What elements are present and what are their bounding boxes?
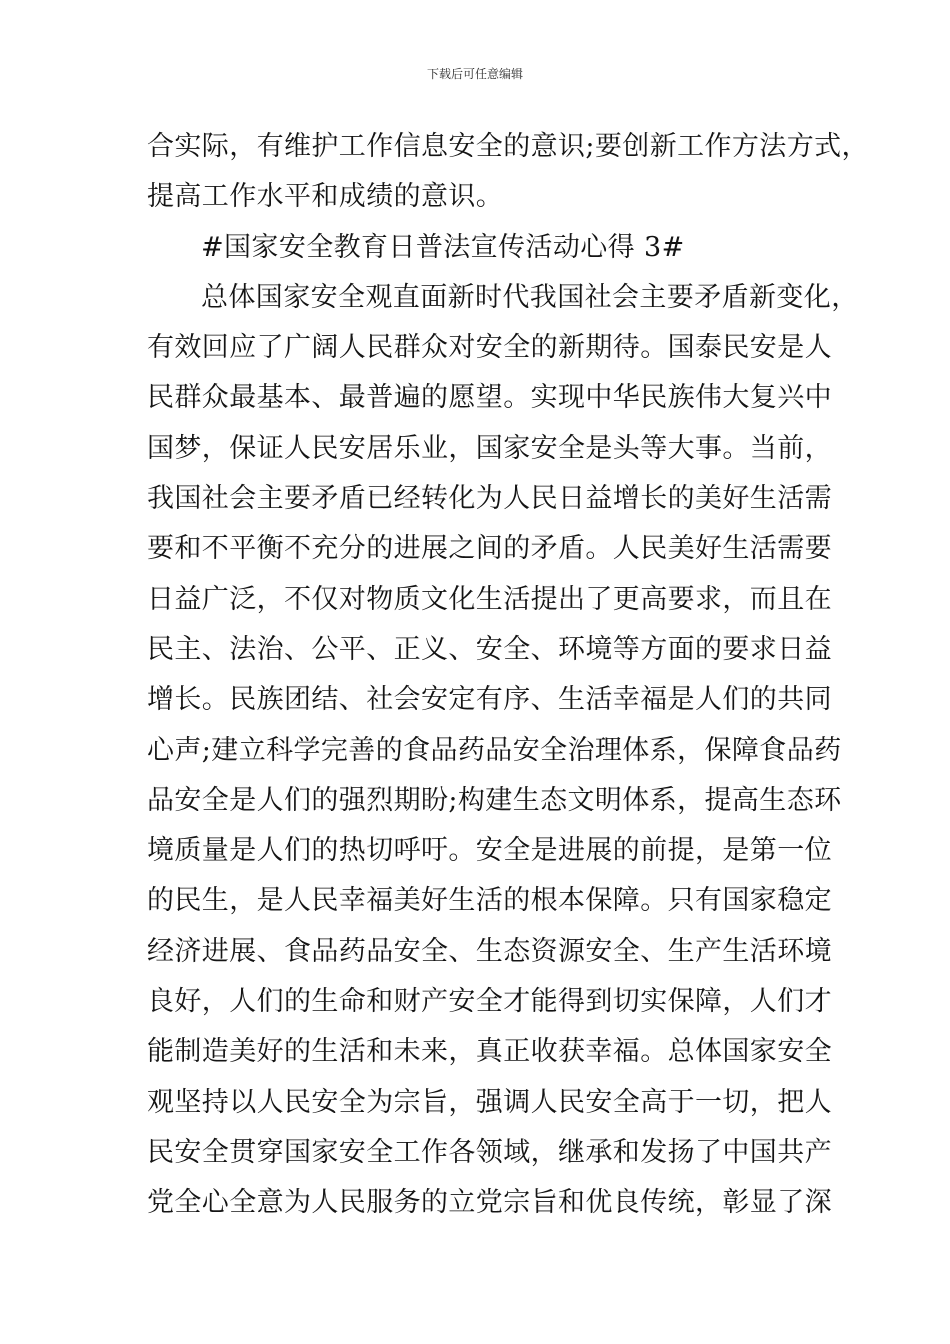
text-line: 经济进展、食品药品安全、生态资源安全、生产生活环境 bbox=[147, 935, 832, 967]
section-heading: #国家安全教育日普法宣传活动心得 3# bbox=[201, 231, 685, 263]
text-line: 心声;建立科学完善的食品药品安全治理体系，保障食品药 bbox=[147, 734, 842, 766]
page-header-note: 下载后可任意编辑 bbox=[426, 67, 523, 81]
text-line: 提高工作水平和成绩的意识。 bbox=[147, 181, 504, 213]
text-line: 合实际，有维护工作信息安全的意识;要创新工作方法方式， bbox=[147, 131, 869, 162]
document-body bbox=[147, 122, 869, 1229]
text-line: 良好，人们的生命和财产安全才能得到切实保障，人们才 bbox=[147, 986, 832, 1018]
text-line: 要和不平衡不充分的进展之间的矛盾。人民美好生活需要 bbox=[147, 533, 832, 565]
text-line: 增长。民族团结、社会安定有序、生活幸福是人们的共同 bbox=[147, 684, 832, 716]
text-line: 民安全贯穿国家安全工作各领域，继承和发扬了中国共产 bbox=[147, 1136, 832, 1168]
paragraph-first-line: 总体国家安全观直面新时代我国社会主要矛盾新变化， bbox=[201, 281, 859, 313]
text-line: 的民生，是人民幸福美好生活的根本保障。只有国家稳定 bbox=[147, 885, 832, 917]
text-line: 民主、法治、公平、正义、安全、环境等方面的要求日益 bbox=[147, 633, 832, 665]
text-line: 民群众最基本、最普遍的愿望。实现中华民族伟大复兴中 bbox=[147, 382, 832, 414]
text-line: 日益广泛，不仅对物质文化生活提出了更高要求，而且在 bbox=[147, 583, 832, 615]
text-line: 有效回应了广阔人民群众对安全的新期待。国泰民安是人 bbox=[147, 332, 832, 364]
text-line: 观坚持以人民安全为宗旨，强调人民安全高于一切，把人 bbox=[147, 1086, 832, 1118]
text-line: 境质量是人们的热切呼吁。安全是进展的前提，是第一位 bbox=[147, 835, 832, 867]
text-line: 品安全是人们的强烈期盼;构建生态文明体系，提高生态环 bbox=[147, 784, 842, 816]
text-line: 能制造美好的生活和未来，真正收获幸福。总体国家安全 bbox=[147, 1036, 832, 1068]
text-line: 我国社会主要矛盾已经转化为人民日益增长的美好生活需 bbox=[147, 483, 832, 515]
text-line: 党全心全意为人民服务的立党宗旨和优良传统，彰显了深 bbox=[147, 1187, 832, 1219]
text-line: 国梦，保证人民安居乐业，国家安全是头等大事。当前， bbox=[147, 432, 832, 464]
